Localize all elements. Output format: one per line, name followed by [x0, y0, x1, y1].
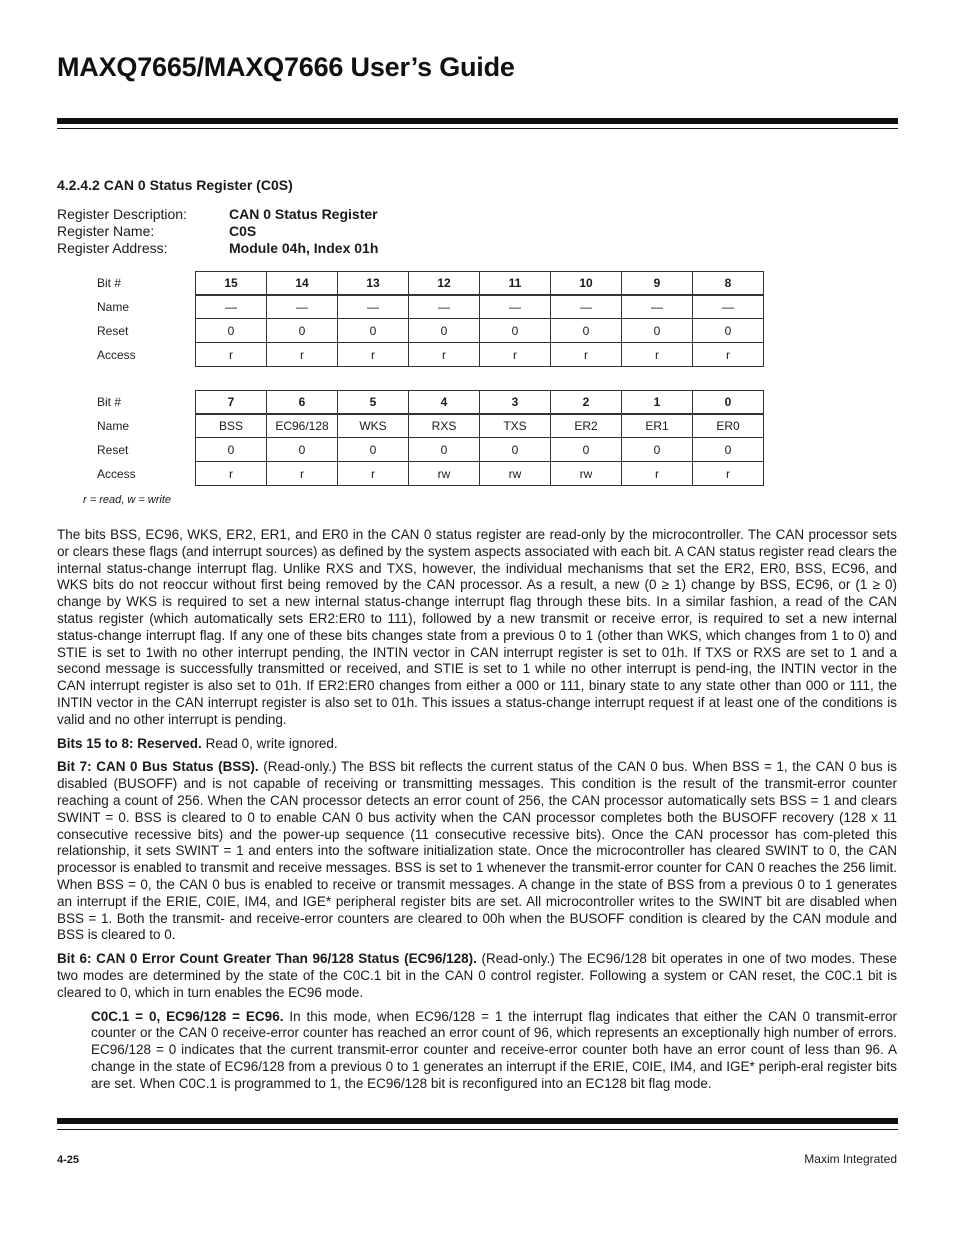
bit-number-cell: 2 — [550, 390, 622, 415]
access-type-row — [97, 343, 764, 367]
field-name-cell: TXS — [479, 413, 551, 438]
reset-value-row — [97, 319, 764, 343]
field-name-cells — [196, 414, 764, 438]
reset-value-cell: 0 — [266, 437, 338, 462]
access-type-row-label: Access — [97, 348, 136, 362]
reset-value-row-label: Reset — [97, 324, 129, 338]
bit-number-cell: 0 — [692, 390, 764, 415]
field-name-cell: — — [692, 294, 764, 319]
access-type-cell: rw — [408, 461, 480, 486]
field-name-cell: BSS — [195, 413, 267, 438]
bits-15-8-body: Read 0, write ignored. — [201, 735, 338, 751]
header-rule-thin — [57, 128, 898, 129]
bit-number-cell: 15 — [195, 271, 267, 296]
access-type-cell: r — [337, 461, 409, 486]
bits-15-8-title: Bits 15 to 8: Reserved. — [57, 735, 202, 751]
page-title: MAXQ7665/MAXQ7666 User’s Guide — [57, 52, 515, 82]
bit-6-paragraph — [57, 951, 897, 1001]
reset-value-cell: 0 — [692, 437, 764, 462]
reset-value-cell: 0 — [195, 437, 267, 462]
footer-rule-thin — [57, 1129, 898, 1130]
register-name-row — [57, 223, 378, 240]
register-description-label: Register Description: — [57, 206, 187, 222]
register-address-row — [57, 240, 378, 257]
access-footnote: r = read, w = write — [83, 494, 172, 506]
access-type-cell: r — [408, 342, 480, 367]
reset-value-cell: 0 — [408, 437, 480, 462]
bit-number-cells — [196, 390, 764, 415]
bit-number-cell: 13 — [337, 271, 409, 296]
page-number: 4-25 — [57, 1154, 80, 1166]
field-name-cell: — — [408, 294, 480, 319]
register-address-value: Module 04h, Index 01h — [229, 240, 379, 256]
bit-7-paragraph — [57, 759, 897, 944]
bit-6-title: Bit 6: CAN 0 Error Count Greater Than 96/128 Status (EC96/128). — [57, 951, 477, 967]
access-type-cell: r — [692, 342, 764, 367]
bit-number-cell: 8 — [692, 271, 764, 296]
c0c-mode-title: C0C.1 = 0, EC96/128 = EC96. — [91, 1008, 284, 1024]
reset-value-cell: 0 — [621, 318, 693, 343]
reset-value-cell: 0 — [337, 318, 409, 343]
field-name-cell: — — [266, 294, 338, 319]
bit-number-cell: 3 — [479, 390, 551, 415]
register-address-label: Register Address: — [57, 240, 168, 256]
bit-table-low — [97, 390, 764, 486]
bit-number-row-label: Bit # — [97, 395, 122, 409]
bit-number-cell: 7 — [195, 390, 267, 415]
reset-value-cell: 0 — [479, 437, 551, 462]
access-type-row-label: Access — [97, 467, 136, 481]
bit-6-body: (Read-only.) The EC96/128 bit operates in one of two modes. These two modes are determined by the state of the C0C.1 bit in the CAN 0 control register. Following a system or CAN reset, the C0C.1 bit is cleared to 0, which in turn enables the EC96 mode. — [57, 951, 897, 1000]
reset-value-cell: 0 — [479, 318, 551, 343]
field-name-row-label: Name — [97, 300, 130, 314]
header-rule-thick — [57, 118, 898, 124]
reset-value-cells — [196, 319, 764, 343]
access-type-cell: r — [266, 342, 338, 367]
bit-number-cell: 4 — [408, 390, 480, 415]
access-type-cell: r — [621, 342, 693, 367]
access-type-row — [97, 462, 764, 486]
reset-value-cell: 0 — [621, 437, 693, 462]
field-name-cell: ER0 — [692, 413, 764, 438]
bit-number-cell: 10 — [550, 271, 622, 296]
access-type-cell: r — [195, 342, 267, 367]
bit-number-cell: 6 — [266, 390, 338, 415]
body-text — [57, 527, 897, 1100]
field-name-row — [97, 295, 764, 319]
bit-number-cell: 11 — [479, 271, 551, 296]
access-type-cell: r — [692, 461, 764, 486]
field-name-cell: — — [195, 294, 267, 319]
register-description-row — [57, 206, 378, 223]
register-description-value: CAN 0 Status Register — [229, 206, 378, 222]
access-type-cells — [196, 343, 764, 367]
field-name-cell: — — [550, 294, 622, 319]
access-type-cell: r — [337, 342, 409, 367]
reset-value-cell: 0 — [266, 318, 338, 343]
intro-paragraph: The bits BSS, EC96, WKS, ER2, ER1, and ER0 in the CAN 0 status register are read-only by the microcontroller. The CAN processor sets or clears these flags (and interrupt sources) as defined by the system aspects associated with each bit. A CAN status register read clears the internal status-change interrupt flag. Unlike RXS and TXS, however, the individual mechanisms that set the ER2, ER0, BSS, EC96, and WKS bits do not reoccur without first being removed by the CAN processor. As a result, a new (0 ≥ 1) change by BSS, EC96, or (1 ≥ 0) change by WKS is required to set a new internal status-change interrupt flag through these bits. In a similar fashion, a read of the CAN status register (which automatically sets ER2:ER0 to 111), followed by a new transmit or receive error, is required to set a new internal status-change interrupt flag. If any one of these bits changes state from a previous 0 to 1 (other than WKS, which changes from 1 to 0) and STIE is set to 1with no other interrupt pending, the INTIN vector in CAN interrupt register is set to 01h. If TXS or RXS are set to 1 and a second message is successfully transmitted or received, and STIE is set to 1 while no other interrupt is pend-ing, the INTIN vector in the CAN interrupt register is also set to 01h. If ER2:ER0 changes from either a 000 or 111, binary state to any state other than 000 or 111, the INTIN vector in the CAN interrupt register is also set to 01h. This issues a status-change interrupt request if at least one of the conditions is valid and no other interrupt is pending. — [57, 527, 897, 727]
field-name-cell: ER2 — [550, 413, 622, 438]
access-type-cell: rw — [479, 461, 551, 486]
bit-number-row-label: Bit # — [97, 276, 122, 290]
footer-rule-thick — [57, 1118, 898, 1124]
bit-number-cell: 9 — [621, 271, 693, 296]
bit-number-cell: 1 — [621, 390, 693, 415]
field-name-cell: RXS — [408, 413, 480, 438]
bit-table-high — [97, 271, 764, 367]
access-type-cell: r — [195, 461, 267, 486]
bit-number-cells — [196, 271, 764, 296]
access-type-cell: r — [479, 342, 551, 367]
bit-number-row — [97, 390, 764, 414]
field-name-cell: — — [479, 294, 551, 319]
reset-value-row — [97, 438, 764, 462]
bit-number-cell: 5 — [337, 390, 409, 415]
field-name-row-label: Name — [97, 419, 130, 433]
field-name-cells — [196, 295, 764, 319]
access-type-cell: r — [621, 461, 693, 486]
field-name-cell: ER1 — [621, 413, 693, 438]
field-name-row — [97, 414, 764, 438]
reset-value-cell: 0 — [550, 318, 622, 343]
c0c-mode-paragraph — [57, 1009, 897, 1093]
section-heading: 4.2.4.2 CAN 0 Status Register (C0S) — [57, 177, 293, 193]
bit-7-body: (Read-only.) The BSS bit reflects the current status of the CAN 0 bus. When BSS = 1, the CAN 0 bus is disabled (BUSOFF) and is not capable of receiving or transmitting messages. This condition is the result of the transmit-error counter reaching a count of 256. When the CAN processor detects an error count of 256, the CAN processor automatically sets BSS = 1 and clears SWINT = 0. BSS is cleared to 0 to enable CAN 0 bus activity when the CAN processor completes both the BUSOFF recovery (128 x 11 consecutive recessive bits) and the power-up sequence (11 consecutive recessive bits). Once the CAN processor has com-pleted this relationship, it sets SWINT = 1 and enters into the software initialization state. Once the microcontroller has cleared SWINT to 0, the CAN processor is enabled to transmit and receive messages. BSS is set to 1 whenever the transmit-error counter for CAN 0 reaches the 256 limit. When BSS = 0, the CAN 0 bus is enabled to receive or transmit messages. A change in the state of BSS from a previous 0 to 1 generates an interrupt if the ERIE, C0IE, IM4, and IGE* peripheral register bits are set. All microcontroller writes to the SWINT bit are disabled when BSS = 1. Both the transmit- and receive-error counters are cleared to 00h when the BUSOFF condition is cleared by the CAN module and BSS is cleared to 0. — [57, 759, 897, 943]
field-name-cell: — — [337, 294, 409, 319]
field-name-cell: EC96/128 — [266, 413, 338, 438]
bit-number-cell: 14 — [266, 271, 338, 296]
access-type-cells — [196, 462, 764, 486]
bits-15-8-paragraph — [57, 736, 897, 753]
access-type-cell: rw — [550, 461, 622, 486]
reset-value-cell: 0 — [692, 318, 764, 343]
reset-value-cell: 0 — [408, 318, 480, 343]
register-info — [57, 206, 378, 257]
field-name-cell: — — [621, 294, 693, 319]
access-type-cell: r — [550, 342, 622, 367]
reset-value-row-label: Reset — [97, 443, 129, 457]
reset-value-cells — [196, 438, 764, 462]
bit-7-title: Bit 7: CAN 0 Bus Status (BSS). — [57, 759, 259, 775]
reset-value-cell: 0 — [337, 437, 409, 462]
register-name-value: C0S — [229, 223, 257, 239]
bit-number-row — [97, 271, 764, 295]
register-name-label: Register Name: — [57, 223, 155, 239]
c0c-mode-body: In this mode, when EC96/128 = 1 the interrupt flag indicates that either the CAN 0 transmit-error counter or the CAN 0 receive-error counter has reached an error count of 96, which represents an exceptionally high number of errors. EC96/128 = 0 indicates that the current transmit-error counter and receive-error counter both have an error count of less than 96. A change in the state of EC96/128 from a previous 0 to 1 generates an interrupt if the ERIE, C0IE, IM4, and IGE* periph-eral register bits are set. When C0C.1 is programmed to 1, the EC96/128 bit is reconfigured into an EC128 bit flag mode. — [91, 1008, 897, 1091]
field-name-cell: WKS — [337, 413, 409, 438]
reset-value-cell: 0 — [550, 437, 622, 462]
company-name: Maxim Integrated — [804, 1152, 897, 1166]
reset-value-cell: 0 — [195, 318, 267, 343]
bit-number-cell: 12 — [408, 271, 480, 296]
access-type-cell: r — [266, 461, 338, 486]
